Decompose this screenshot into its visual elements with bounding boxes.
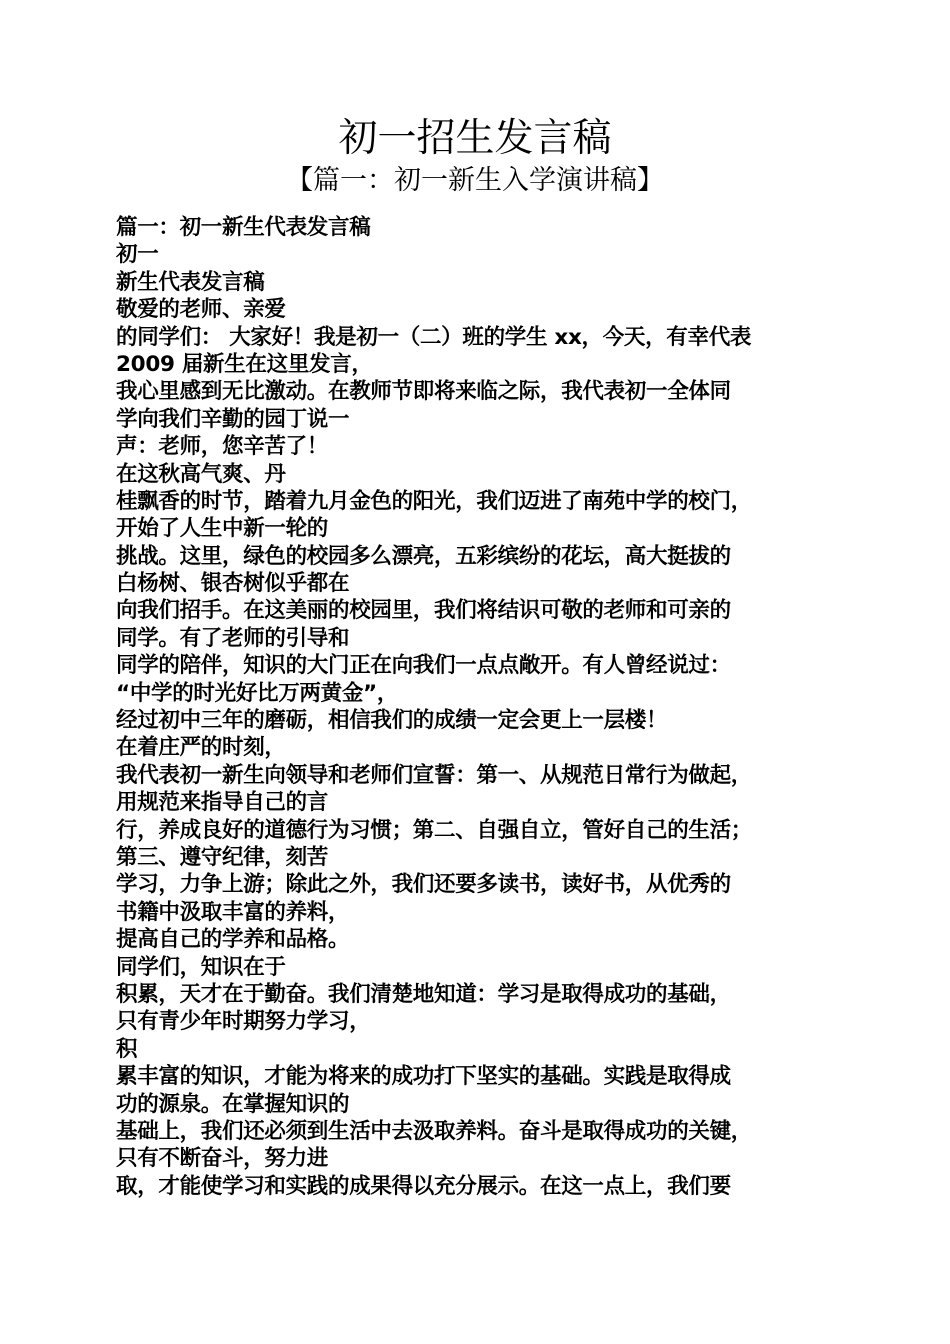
body-line: 桂飘香的时节，踏着九月金色的阳光，我们迈进了南苑中学的校门， [116,488,753,514]
body-line: 新生代表发言稿 [116,269,265,295]
body-line: 基础上，我们还必须到生活中去汲取养料。奋斗是取得成功的关键， [116,1118,753,1144]
body-line: 积 [116,1036,138,1062]
body-line: 功的源泉。在掌握知识的 [116,1091,350,1117]
body-line: “中学的时光好比万两黄金”， [116,680,399,706]
body-line: 同学。有了老师的引导和 [116,625,350,651]
body-line: 敬爱的老师、亲爱 [116,297,286,323]
body-line: 声：老师，您辛苦了！ [116,434,329,460]
body-line: 2009 届新生在这里发言， [116,351,373,377]
body-line: 提高自己的学养和品格。 [116,927,350,953]
body-line: 白杨树、银杏树似乎都在 [116,571,350,597]
body-line: 同学的陪伴，知识的大门正在向我们一点点敞开。有人曾经说过： [116,653,731,679]
body-line: 第三、遵守纪律，刻苦 [116,844,329,870]
document-subtitle: 【篇一：初一新生入学演讲稿】 [286,165,664,196]
body-line: 向我们招手。在这美丽的校园里，我们将结识可敬的老师和可亲的 [116,598,731,624]
body-line: 累丰富的知识，才能为将来的成功打下坚实的基础。实践是取得成 [116,1064,731,1090]
body-line: 只有青少年时期努力学习， [116,1009,371,1035]
document-title: 初一招生发言稿 [338,116,612,161]
body-line: 书籍中汲取丰富的养料， [116,899,350,925]
body-line: 初一 [116,242,159,268]
body-line: 在着庄严的时刻， [116,735,286,761]
body-line: 学向我们辛勤的园丁说一 [116,406,350,432]
body-line: 的同学们： 大家好！我是初一（二）班的学生 xx，今天，有幸代表 [116,324,752,350]
body-line: 我心里感到无比激动。在教师节即将来临之际，我代表初一全体同 [116,379,731,405]
body-line: 经过初中三年的磨砺，相信我们的成绩一定会更上一层楼！ [116,708,668,734]
body-line: 在这秋高气爽、丹 [116,461,286,487]
body-line: 挑战。这里，绿色的校园多么漂亮，五彩缤纷的花坛，高大挺拔的 [116,543,731,569]
body-line: 只有不断奋斗，努力进 [116,1146,329,1172]
body-line: 取，才能使学习和实践的成果得以充分展示。在这一点上，我们要 [116,1173,731,1199]
body-line: 用规范来指导自己的言 [116,790,329,816]
body-line: 学习，力争上游；除此之外，我们还要多读书，读好书，从优秀的 [116,872,731,898]
body-line: 我代表初一新生向领导和老师们宣誓：第一、从规范日常行为做起， [116,762,753,788]
body-line: 同学们，知识在于 [116,954,286,980]
document-body [116,214,836,1200]
body-line: 行，养成良好的道德行为习惯；第二、自强自立，管好自己的生活； [116,817,753,843]
body-line: 开始了人生中新一轮的 [116,516,329,542]
body-line: 积累，天才在于勤奋。我们清楚地知道：学习是取得成功的基础， [116,981,731,1007]
body-line: 篇一：初一新生代表发言稿 [116,215,371,240]
